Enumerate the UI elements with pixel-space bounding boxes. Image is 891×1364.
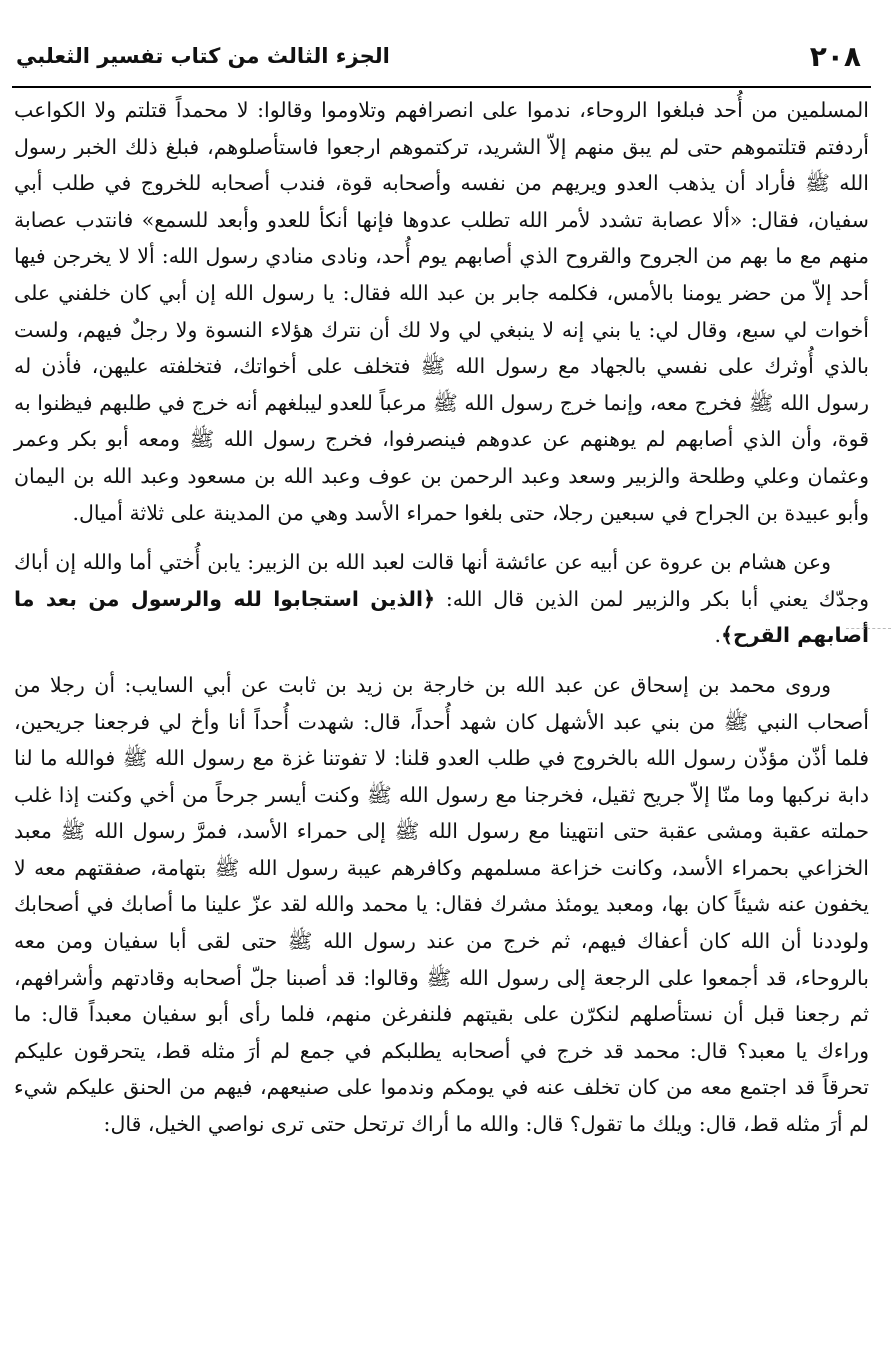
margin-mark bbox=[846, 628, 891, 629]
paragraph-end: . bbox=[714, 623, 721, 648]
paragraph-text: وعن هشام بن عروة عن أبيه عن عائشة أنها قالت لعبد الله بن الزبير: يابن أُختي أما والله إن أباك وجدّك يعني أبا بكر والزبير لمن الذين قال الله: bbox=[14, 550, 869, 611]
paragraph: المسلمين من أُحد فبلغوا الروحاء، ندموا على انصرافهم وتلاوموا وقالوا: لا محمداً قتلتم ولا الكواعب أردفتم قتلتموهم حتى لم يبق منهم إلاّ الشريد، تركتموهم ارجعوا فاستأصلوهم، فبلغ ذلك الخبر رسول الله ﷺ فأراد أن يذهب العدو ويريهم من نفسه وأصحابه قوة، فندب أصحابه للخروج في طلب أبي سفيان، فقال: «ألا عصابة تشدد لأمر الله تطلب عدوها فإنها أنكأ للعدو وأبعد للسمع» فانتدب عصابة منهم مع ما بهم من الجروح والقروح الذي أصابهم يوم أُحد، ونادى منادي رسول الله: ألا لا يخرجن فيها أحد إلاّ من حضر يومنا بالأمس، فكلمه جابر بن عبد الله فقال: يا رسول الله إن أبي كان خلفني على أخوات لي سبع، وقال لي: يا بني إنه لا ينبغي لي ولا لك أن نترك هؤلاء النسوة ولا رجلٌ فيهم، ولست بالذي أُوثرك على نفسي بالجهاد مع رسول الله ﷺ فتخلف على أخواتك، فتخلفته عليهن، فأذن له رسول الله ﷺ فخرج معه، وإنما خرج رسول الله ﷺ مرعباً للعدو ليبلغهم أنه خرج في طلبهم فيظنوا به قوة، وأن الذي أصابهم لم يوهنهم عن عدوهم فينصرفوا، فخرج رسول الله ﷺ ومعه أبو بكر وعمر وعثمان وعلي وطلحة والزبير وسعد وعبد الرحمن بن عوف وعبد الله بن مسعود وعبد الله بن اليمان وأبو عبيدة بن الجراح في سبعين رجلا، حتى بلغوا حمراء الأسد وهي من المدينة على ثلاثة أميال. bbox=[14, 98, 869, 525]
paragraph bbox=[14, 544, 869, 654]
quran-verse: ﴿الذين استجابوا لله والرسول من بعد ما أصابهم القرح﴾ bbox=[14, 586, 869, 648]
page-header bbox=[12, 40, 871, 80]
header-rule bbox=[12, 86, 871, 88]
paragraph: وروى محمد بن إسحاق عن عبد الله بن خارجة بن زيد بن ثابت عن أبي السايب: أن رجلا من أصحاب النبي ﷺ من بني عبد الأشهل كان شهد أُحداً، قال: شهدت أُحداً أنا وأخ لي فرجعنا جريحين، فلما أذّن مؤذّن رسول الله بالخروج في طلب العدو قلنا: لا تفوتنا غزة مع رسول الله ﷺ فوالله ما لنا دابة نركبها وما منّا إلاّ جريح ثقيل، فخرجنا مع رسول الله ﷺ وكنت أيسر جرحاً من أخي وكنت إذا غلب حملته عقبة ومشى عقبة حتى انتهينا مع رسول الله ﷺ إلى حمراء الأسد، فمرَّ رسول الله ﷺ معبد الخزاعي بحمراء الأسد، وكانت خزاعة مسلمهم وكافرهم عيبة رسول الله ﷺ بتهامة، صفقتهم معه لا يخفون عنه شيئاً كان بها، ومعبد يومئذ مشرك فقال: يا محمد والله لقد عزّ علينا ما أصابك في أصحابك ولوددنا أن الله كان أعفاك فيهم، ثم خرج من عند رسول الله ﷺ حتى لقى أبا سفيان ومن معه بالروحاء، قد أجمعوا على الرجعة إلى رسول الله ﷺ وقالوا: قد أصبنا جلّ أصحابه وقادتهم وأشرافهم، ثم رجعنا قبل أن نستأصلهم لنكرّن على بقيتهم فلنفرغن منهم، فلما رأى أبو سفيان معبداً قال: ما وراءك يا معبد؟ قال: محمد قد خرج في أصحابه يطلبكم في جمع لم أرَ مثله قط، يتحرقون عليكم تحرقاً قد اجتمع معه من كان تخلف عنه في يومكم وندموا على صنيعهم، فيهم من الحنق عليكم شيء لم أرَ مثله قط، قال: ويلك ما تقول؟ قال: والله ما أراك ترتحل حتى ترى نواصي الخيل، قال: bbox=[14, 672, 869, 1137]
running-title: الجزء الثالث من كتاب تفسير الثعلبي bbox=[16, 44, 390, 68]
page-number: ٢٠٨ bbox=[809, 40, 861, 73]
body-text bbox=[14, 92, 869, 1143]
